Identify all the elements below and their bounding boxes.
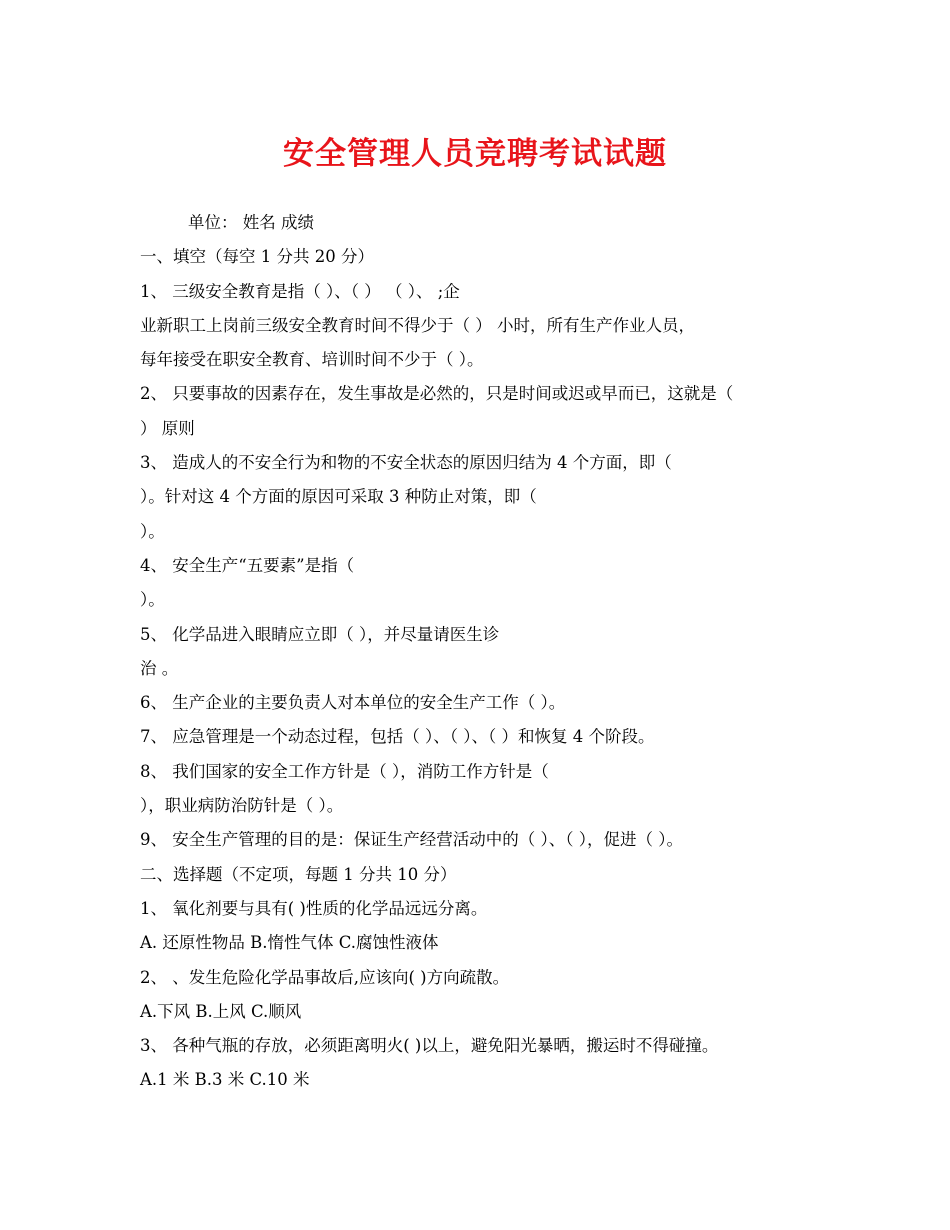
question-line: 7、 应急管理是一个动态过程，包括（ ）、（ ）、（ ）和恢复 4 个阶段。 — [140, 727, 655, 747]
question-line: 8、 我们国家的安全工作方针是（ ），消防工作方针是（ — [140, 761, 549, 781]
question-line: ）。针对这 4 个方面的原因可采取 3 种防止对策，即（ — [140, 487, 537, 507]
question-line: 1、 氧化剂要与具有( )性质的化学品远远分离。 — [140, 898, 488, 918]
question-line: 5、 化学品进入眼睛应立即（ ），并尽量请医生诊 — [140, 624, 500, 644]
question-line: 业新职工上岗前三级安全教育时间不得少于（ ） 小时，所有生产作业人员， — [140, 315, 695, 335]
option-line: A.下风 B.上风 C.顺风 — [140, 1001, 302, 1021]
question-line: 3、 各种气瓶的存放，必须距离明火( )以上，避免阳光暴晒，搬运时不得碰撞。 — [140, 1036, 719, 1056]
question-line: 2、 只要事故的因素存在，发生事故是必然的，只是时间或迟或早而已，这就是（ — [140, 384, 734, 404]
question-line: ） 原则 — [140, 418, 195, 438]
option-line: A. 还原性物品 B.惰性气体 C.腐蚀性液体 — [140, 933, 439, 953]
header-info: 单位： 姓名 成绩 — [188, 213, 314, 232]
question-line: 1、 三级安全教育是指（ ）、（ ） （ ）、 ;企 — [140, 281, 460, 301]
option-line: A.1 米 B.3 米 C.10 米 — [140, 1070, 310, 1090]
question-line: 每年接受在职安全教育、培训时间不少于（ ）。 — [140, 350, 484, 370]
exam-body — [140, 206, 810, 1098]
question-line: ）。 — [140, 590, 165, 610]
question-line: 治 。 — [140, 658, 179, 678]
question-line: 6、 生产企业的主要负责人对本单位的安全生产工作（ ）。 — [140, 693, 566, 713]
question-line: ）。 — [140, 521, 165, 541]
page-title: 安全管理人员竞聘考试试题 — [283, 136, 667, 172]
section-heading: 一、填空（每空 1 分共 20 分） — [140, 247, 374, 267]
question-line: 3、 造成人的不安全行为和物的不安全状态的原因归结为 4 个方面，即（ — [140, 453, 672, 473]
question-line: 9、 安全生产管理的目的是：保证生产经营活动中的（ ）、（ ），促进（ ）。 — [140, 830, 683, 850]
question-line: 2、 、发生危险化学品事故后,应该向( )方向疏散。 — [140, 967, 510, 987]
question-line: ），职业病防治防针是（ ）。 — [140, 796, 344, 816]
section-heading: 二、选择题（不定项，每题 1 分共 10 分） — [140, 864, 457, 884]
question-line: 4、 安全生产“五要素”是指（ — [140, 555, 355, 575]
